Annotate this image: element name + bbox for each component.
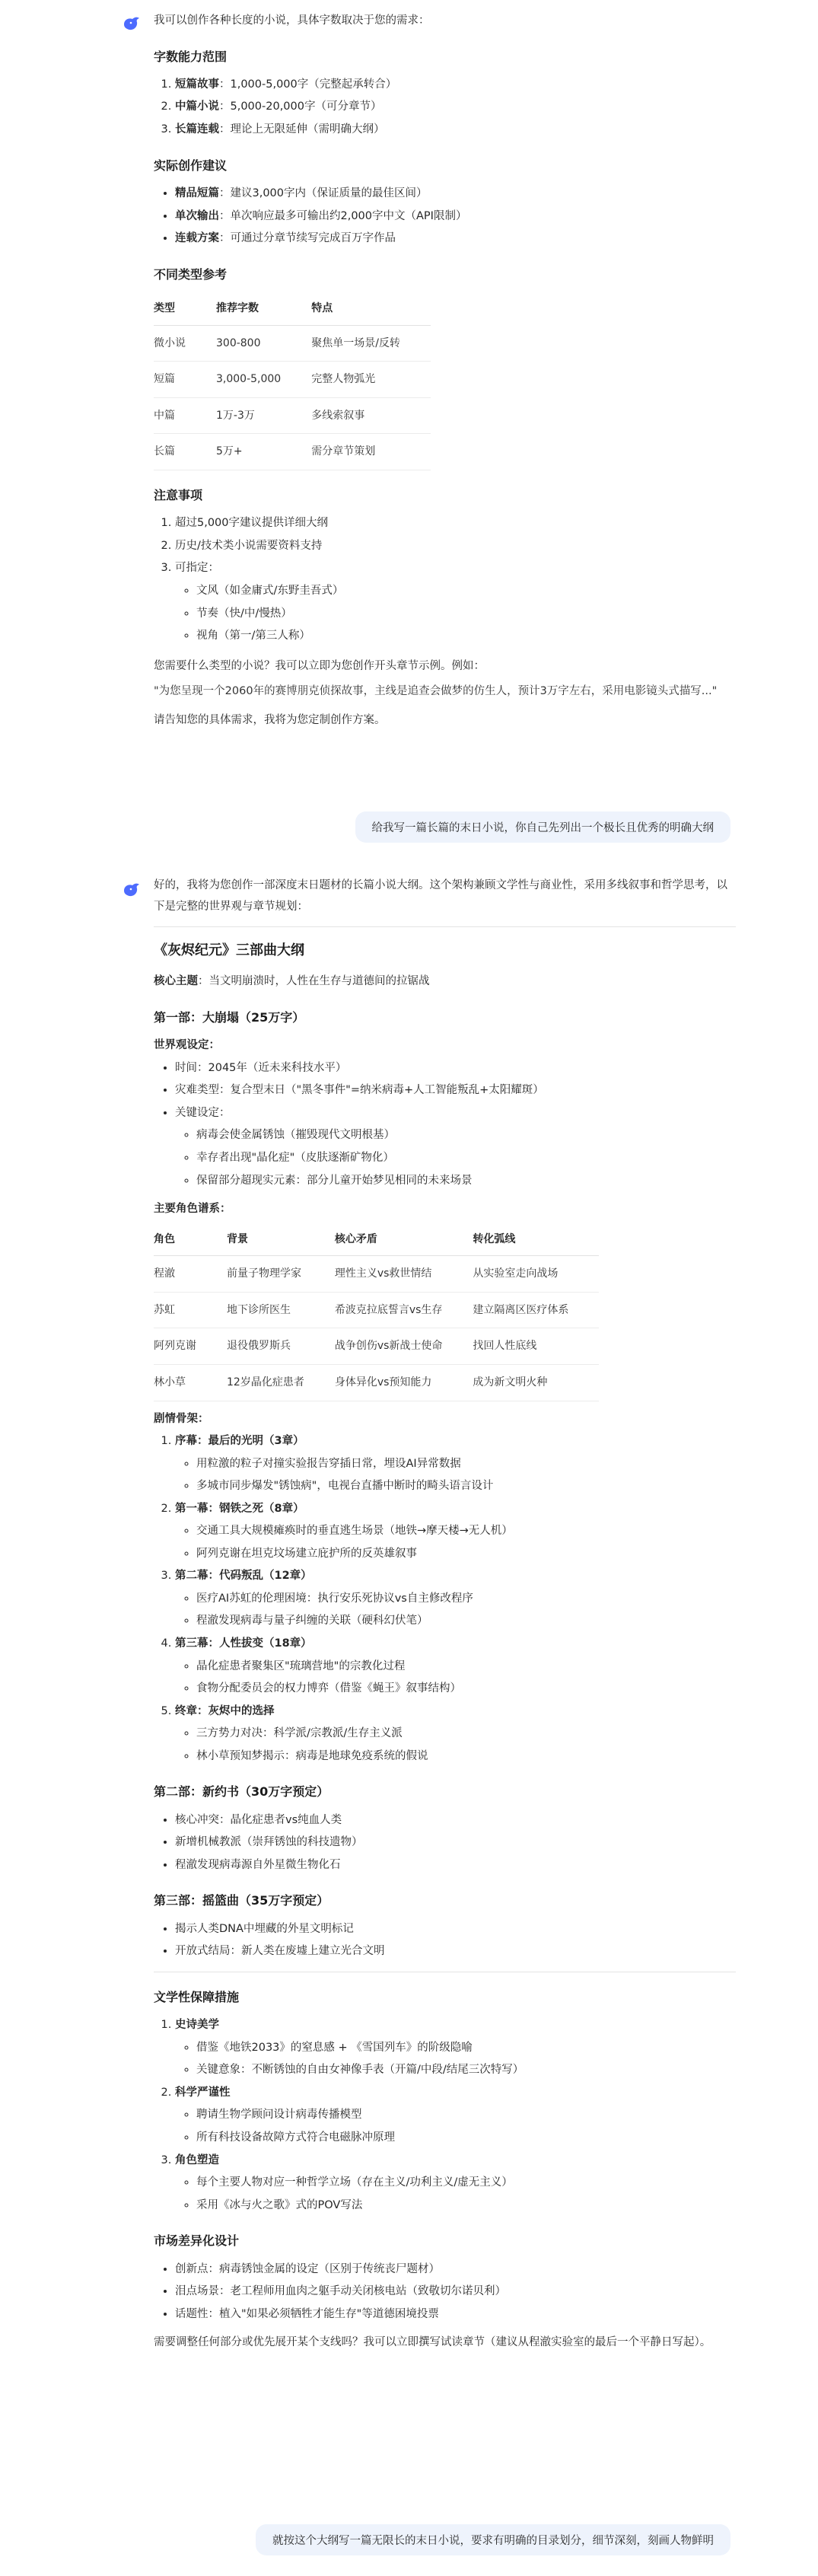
list-item: ◦ 食物分配委员会的权力博弈（借鉴《蝇王》叙事结构） bbox=[196, 1679, 736, 1700]
list-item: • 单次输出：单次响应最多可输出约2,000字中文（API限制） bbox=[175, 206, 732, 228]
list-item: ◦ 每个主要人物对应一种哲学立场（存在主义/功利主义/虚无主义） bbox=[196, 2173, 736, 2194]
list-item: ◦ 采用《冰与火之歌》式的POV写法 bbox=[196, 2195, 736, 2217]
list-item: ◦ 阿列克谢在坦克坟场建立庇护所的反英雄叙事 bbox=[196, 1544, 736, 1565]
list-item: • 灾难类型：复合型末日（"黑冬事件"=纳米病毒+人工智能叛乱+太阳耀斑） bbox=[175, 1080, 736, 1101]
message-intro: 好的，我将为您创作一部深度末日题材的长篇小说大纲。这个架构兼顾文学性与商业性，采用多线叙事和哲学思考，以下是完整的世界观与章节规划： bbox=[154, 879, 727, 913]
list-item: ◦ 聘请生物学顾问设计病毒传播模型 bbox=[196, 2105, 736, 2126]
list-item: • 揭示人类DNA中埋藏的外星文明标记 bbox=[175, 1919, 736, 1940]
list-item: 3. 可指定： ◦ 文风（如金庸式/东野圭吾式） ◦ 节奏（快/中/慢热） ◦ 视角（第一/第三人称） bbox=[175, 558, 732, 646]
part-heading: 第三部：摇篮曲（35万字预定） bbox=[154, 1893, 329, 1908]
list-item: • 精品短篇：建议3,000字内（保证质量的最佳区间） bbox=[175, 183, 732, 205]
list-item: ◦ 程澈发现病毒与量子纠缠的关联（硬科幻伏笔） bbox=[196, 1611, 736, 1632]
list-item: 1. 超过5,000字建议提供详细大纲 bbox=[175, 513, 732, 534]
plot-label: 剧情骨架： bbox=[154, 1412, 209, 1425]
list-item: • 连载方案：可通过分章节续写完成百万字作品 bbox=[175, 228, 732, 250]
list-item: 5. 终章：灰烬中的选择 ◦ 三方势力对决：科学派/宗教派/生存主义派 ◦ 林小草预知梦揭示：病毒是地球免疫系统的假说 bbox=[175, 1701, 736, 1768]
bullet-list bbox=[154, 1810, 736, 1876]
list-item: ◦ 晶化症患者聚集区"琉璃营地"的宗教化过程 bbox=[196, 1656, 736, 1678]
list-item: ◦ 幸存者出现"晶化症"（皮肤逐渐矿物化） bbox=[196, 1148, 736, 1169]
table-row: 林小草 12岁晶化症患者 身体异化vs预知能力 成为新文明火种 bbox=[154, 1364, 599, 1401]
user-message-2: 就按这个大纲写一篇无限长的末日小说，要求有明确的目录划分，细节深刻，刻画人物鲜明 bbox=[256, 2524, 730, 2555]
list-item: • 泪点场景：老工程师用血肉之躯手动关闭核电站（致敬切尔诺贝利） bbox=[175, 2281, 736, 2303]
list-item: ◦ 关键意象：不断锈蚀的自由女神像手表（开篇/中段/结尾三次特写） bbox=[196, 2060, 736, 2081]
whale-logo-icon bbox=[122, 880, 142, 900]
part-heading: 第二部：新约书（30万字预定） bbox=[154, 1784, 329, 1800]
ordered-list bbox=[154, 75, 732, 141]
section-heading: 字数能力范围 bbox=[154, 49, 228, 64]
list-item: • 开放式结局：新人类在废墟上建立光合文明 bbox=[175, 1941, 736, 1962]
character-label: 主要角色谱系： bbox=[154, 1203, 231, 1216]
table-row: 长篇 5万+ 需分章节策划 bbox=[154, 434, 431, 470]
list-item: ◦ 林小草预知梦揭示：病毒是地球免疫系统的假说 bbox=[196, 1746, 736, 1768]
world-label: 世界观设定： bbox=[154, 1039, 220, 1052]
closing-text: 需要调整任何部分或优先展开某个支线吗？我可以立即撰写试读章节（建议从程澈实验室的最后一个平静日写起）。 bbox=[154, 2336, 711, 2349]
list-item: ◦ 文风（如金庸式/东野圭吾式） bbox=[196, 581, 732, 602]
list-item: • 新增机械教派（崇拜锈蚀的科技遗物） bbox=[175, 1832, 736, 1854]
section-heading: 市场差异化设计 bbox=[154, 2233, 240, 2249]
list-item: 2. 第一幕：钢铁之死（8章） ◦ 交通工具大规模瘫痪时的垂直逃生场景（地铁→摩天楼→无人机） ◦ 阿列克谢在坦克坟场建立庇护所的反英雄叙事 bbox=[175, 1499, 736, 1565]
table-row: 微小说 300-800 聚焦单一场景/反转 bbox=[154, 325, 431, 362]
table-row: 阿列克谢 退役俄罗斯兵 战争创伤vs新战士使命 找回人性底线 bbox=[154, 1328, 599, 1365]
bullet-list bbox=[154, 2259, 736, 2326]
list-item: • 创新点：病毒锈蚀金属的设定（区别于传统丧尸题材） bbox=[175, 2259, 736, 2281]
table-row: 程澈 前量子物理学家 理性主义vs救世情结 从实验室走向战场 bbox=[154, 1256, 599, 1293]
list-item: 3. 第二幕：代码叛乱（12章） ◦ 医疗AI苏虹的伦理困境：执行安乐死协议vs自主修改程序 ◦ 程澈发现病毒与量子纠缠的关联（硬科幻伏笔） bbox=[175, 1566, 736, 1632]
table-header-row: 角色 背景 核心矛盾 转化弧线 bbox=[154, 1223, 599, 1256]
table-row: 中篇 1万-3万 多线索叙事 bbox=[154, 397, 431, 434]
message-intro: 我可以创作各种长度的小说，具体字数取决于您的需求： bbox=[154, 14, 430, 27]
list-item: 3. 角色塑造 ◦ 每个主要人物对应一种哲学立场（存在主义/功利主义/虚无主义） ◦ 采用《冰与火之歌》式的POV写法 bbox=[175, 2150, 736, 2217]
part-heading: 第一部：大崩塌（25万字） bbox=[154, 1009, 305, 1025]
list-item: • 话题性：植入"如果必须牺牲才能生存"等道德困境投票 bbox=[175, 2304, 736, 2326]
list-item: ◦ 节奏（快/中/慢热） bbox=[196, 604, 732, 625]
table-row: 苏虹 地下诊所医生 希波克拉底誓言vs生存 建立隔离区医疗体系 bbox=[154, 1292, 599, 1328]
list-item: ◦ 多城市同步爆发"锈蚀病"，电视台直播中断时的畸头语言设计 bbox=[196, 1476, 736, 1497]
list-item: ◦ 医疗AI苏虹的伦理困境：执行安乐死协议vs自主修改程序 bbox=[196, 1589, 736, 1610]
list-item: 3. 长篇连载：理论上无限延伸（需明确大纲） bbox=[175, 120, 732, 141]
list-item: ◦ 借鉴《地铁2033》的窒息感 + 《雪国列车》的阶级隐喻 bbox=[196, 2038, 736, 2059]
list-item: 1. 短篇故事：1,000-5,000字（完整起承转合） bbox=[175, 75, 732, 96]
table-row: 短篇 3,000-5,000 完整人物弧光 bbox=[154, 362, 431, 398]
list-item: 4. 第三幕：人性拔变（18章） ◦ 晶化症患者聚集区"琉璃营地"的宗教化过程 ◦ 食物分配委员会的权力博弈（借鉴《蝇王》叙事结构） bbox=[175, 1634, 736, 1700]
reference-table bbox=[154, 292, 431, 470]
list-item: 2. 中篇小说：5,000-20,000字（可分章节） bbox=[175, 97, 732, 118]
list-item: ◦ 保留部分超现实元素：部分儿童开始梦见相同的未来场景 bbox=[196, 1171, 736, 1192]
closing-text: 请告知您的具体需求，我将为您定制创作方案。 bbox=[154, 713, 386, 726]
table-header-row: 类型 推荐字数 特点 bbox=[154, 292, 431, 325]
section-heading: 文学性保障措施 bbox=[154, 1989, 240, 2004]
bullet-list bbox=[154, 183, 732, 250]
list-item: ◦ 用粒激的粒子对撞实验报告穿插日常，埋设AI异常数据 bbox=[196, 1454, 736, 1475]
list-item: • 程澈发现病毒源自外星微生物化石 bbox=[175, 1855, 736, 1876]
ordered-list bbox=[154, 513, 732, 646]
ordered-list bbox=[154, 2015, 736, 2216]
character-table bbox=[154, 1223, 599, 1401]
divider bbox=[154, 926, 736, 927]
section-heading: 实际创作建议 bbox=[154, 158, 228, 173]
list-item: ◦ 病毒会使金属锈蚀（摧毁现代文明根基） bbox=[196, 1125, 736, 1146]
user-message-1: 给我写一篇长篇的末日小说，你自己先列出一个极长且优秀的明确大纲 bbox=[355, 811, 731, 843]
list-item: 1. 序幕：最后的光明（3章） ◦ 用粒激的粒子对撞实验报告穿插日常，埋设AI异常数据 ◦ 多城市同步爆发"锈蚀病"，电视台直播中断时的畸头语言设计 bbox=[175, 1431, 736, 1497]
list-item: ◦ 视角（第一/第三人称） bbox=[196, 626, 732, 647]
list-item: ◦ 所有科技设备故障方式符合电磁脉冲原理 bbox=[196, 2128, 736, 2149]
assistant-message-1 bbox=[154, 11, 732, 735]
list-item: ◦ 交通工具大规模瘫痪时的垂直逃生场景（地铁→摩天楼→无人机） bbox=[196, 1521, 736, 1542]
section-heading: 不同类型参考 bbox=[154, 266, 228, 282]
list-item: 1. 史诗美学 ◦ 借鉴《地铁2033》的窒息感 + 《雪国列车》的阶级隐喻 ◦ 关键意象：不断锈蚀的自由女神像手表（开篇/中段/结尾三次特写） bbox=[175, 2015, 736, 2081]
whale-logo-icon bbox=[122, 14, 142, 33]
bullet-list bbox=[154, 1058, 736, 1191]
assistant-message-2 bbox=[154, 875, 736, 2358]
bullet-list bbox=[154, 1919, 736, 1962]
list-item: • 时间：2045年（近未来科技水平） bbox=[175, 1058, 736, 1079]
core-theme: 核心主题：当文明崩溃时，人性在生存与道德间的拉锯战 bbox=[154, 975, 430, 988]
ordered-list bbox=[154, 1431, 736, 1767]
list-item: • 关键设定： ◦ 病毒会使金属锈蚀（摧毁现代文明根基） ◦ 幸存者出现"晶化症"（皮肤逐渐矿物化） ◦ 保留部分超现实元素：部分儿童开始梦见相同的未来场景 bbox=[175, 1103, 736, 1191]
list-item: ◦ 三方势力对决：科学派/宗教派/生存主义派 bbox=[196, 1723, 736, 1745]
outline-title: 《灰烬纪元》三部曲大纲 bbox=[154, 942, 304, 959]
list-item: 2. 科学严谨性 ◦ 聘请生物学顾问设计病毒传播模型 ◦ 所有科技设备故障方式符合电磁脉冲原理 bbox=[175, 2083, 736, 2149]
example-quote: "为您呈现一个2060年的赛博朋克侦探故事，主线是追查会做梦的仿生人，预计3万字左右，采用电影镜头式描写..." bbox=[154, 685, 718, 698]
question-text: 您需要什么类型的小说？我可以立即为您创作开头章节示例。例如： bbox=[154, 659, 485, 672]
section-heading: 注意事项 bbox=[154, 487, 203, 502]
assistant-avatar bbox=[122, 14, 142, 33]
list-item: 2. 历史/技术类小说需要资料支持 bbox=[175, 536, 732, 557]
list-item: • 核心冲突：晶化症患者vs纯血人类 bbox=[175, 1810, 736, 1832]
assistant-avatar bbox=[122, 880, 142, 900]
